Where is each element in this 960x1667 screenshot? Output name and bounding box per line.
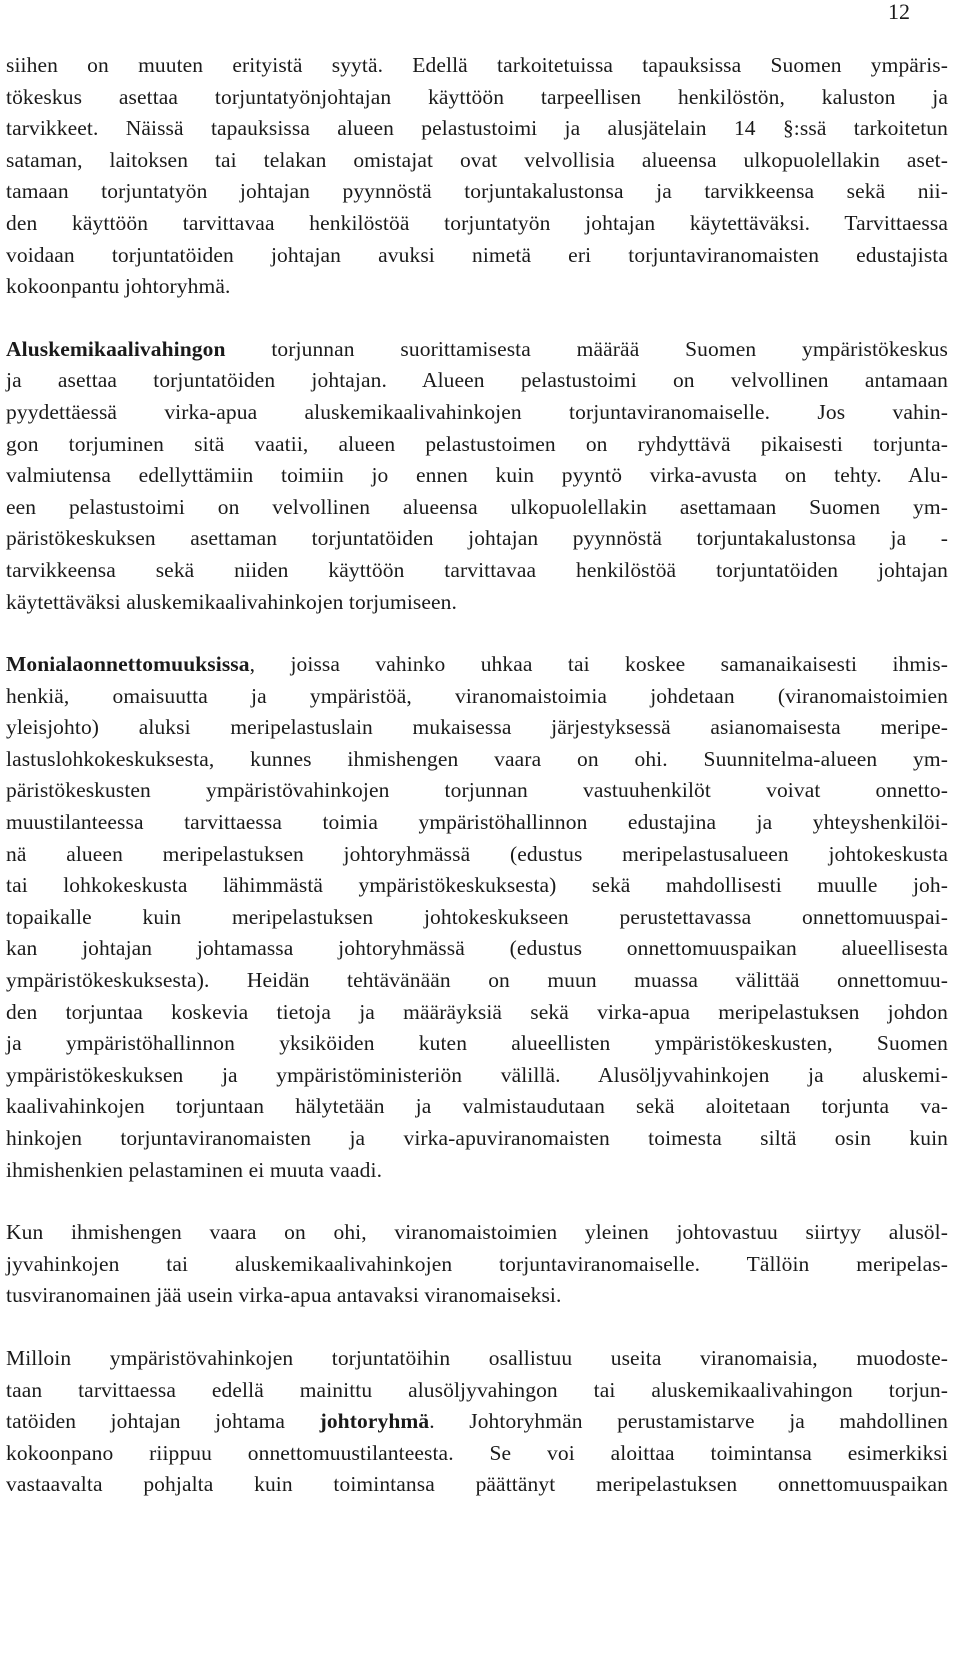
text-line bbox=[6, 870, 948, 902]
line-text: käytettäväksi aluskemikaalivahinkojen torjumiseen. bbox=[6, 589, 457, 614]
line-text: jyvahinkojen tai aluskemikaalivahinkojen torjuntaviranomaiselle. Tällöin meripelas- bbox=[6, 1251, 948, 1276]
text-line bbox=[6, 1469, 948, 1501]
text-line bbox=[6, 1123, 948, 1155]
line-text: tamaan torjuntatyön johtajan pyynnöstä torjuntakalustonsa ja tarvikkeensa sekä nii- bbox=[6, 179, 948, 204]
line-text: taan tarvittaessa edellä mainittu alusöljyvahingon tai aluskemikaalivahingon torjun- bbox=[6, 1377, 948, 1402]
text-line bbox=[6, 839, 948, 871]
paragraph-p1 bbox=[6, 50, 948, 303]
line-text: Kun ihmishengen vaara on ohi, viranomaistoimien yleinen johtovastuu siirtyy alusöl- bbox=[6, 1220, 948, 1245]
text-line bbox=[6, 587, 948, 619]
line-text: muustilanteessa tarvittaessa toimia ympäristöhallinnon edustajina ja yhteyshenkilöi- bbox=[6, 810, 948, 835]
line-text: päristökeskuksen asettaman torjuntatöiden johtajan pyynnöstä torjuntakalustonsa ja - bbox=[6, 526, 948, 551]
text-line bbox=[6, 271, 948, 303]
paragraph-p4 bbox=[6, 1217, 948, 1312]
bold-term: Aluskemikaalivahingon bbox=[6, 336, 226, 361]
line-text: sataman, laitoksen tai telakan omistajat ovat velvollisia alueensa ulkopuolellakin aset- bbox=[6, 147, 948, 172]
line-text: siihen on muuten erityistä syytä. Edellä tarkoitetuissa tapauksissa Suomen ympäris- bbox=[6, 53, 948, 77]
text-line bbox=[6, 365, 948, 397]
text-line bbox=[6, 744, 948, 776]
line-text: topaikalle kuin meripelastuksen johtokeskukseen perustettavassa onnettomuuspai- bbox=[6, 904, 948, 929]
paragraph-gap bbox=[6, 1312, 948, 1343]
paragraph-gap bbox=[6, 303, 948, 334]
text-line bbox=[6, 902, 948, 934]
line-text: tai lohkokeskusta lähimmästä ympäristökeskuksesta) sekä mahdollisesti muulle joh- bbox=[6, 873, 948, 898]
text-line bbox=[6, 1343, 948, 1375]
paragraph-gap bbox=[6, 618, 948, 649]
text-line bbox=[6, 1280, 948, 1312]
line-text: kokoonpantu johtoryhmä. bbox=[6, 274, 231, 299]
line-text: vastaavalta pohjalta kuin toimintansa päättänyt meripelastuksen onnettomuuspaikan bbox=[6, 1472, 948, 1497]
text-line bbox=[6, 429, 948, 461]
line-text: kan johtajan johtamassa johtoryhmässä (edustus onnettomuuspaikan alueellisesta bbox=[6, 936, 948, 961]
bold-term: johtoryhmä bbox=[319, 1409, 430, 1434]
line-text: ympäristökeskuksesta). Heidän tehtävänään on muun muassa välittää onnettomuu- bbox=[6, 968, 948, 993]
text-line bbox=[6, 82, 948, 114]
line-text: tökeskus asettaa torjuntatyönjohtajan käyttöön tarpeellisen henkilöstön, kaluston ja bbox=[6, 84, 948, 109]
line-text: hinkojen torjuntaviranomaisten ja virka-apuviranomaisten toimesta siltä osin kuin bbox=[6, 1126, 948, 1150]
line-text: kokoonpano riippuu onnettomuustilanteesta. Se voi aloittaa toimintansa esimerkiksi bbox=[6, 1440, 948, 1465]
text-line bbox=[6, 1091, 948, 1123]
paragraph-gap bbox=[6, 1186, 948, 1217]
line-text: päristökeskusten ympäristövahinkojen torjunnan vastuuhenkilöt voivat onnetto- bbox=[6, 778, 948, 803]
text-line bbox=[6, 1406, 948, 1438]
line-text: . Johtoryhmän perustamistarve ja mahdollinen bbox=[429, 1409, 948, 1434]
bold-term: Monialaonnettomuuksissa bbox=[6, 652, 250, 677]
text-line bbox=[6, 965, 948, 997]
text-line bbox=[6, 681, 948, 713]
line-text: , joissa vahinko uhkaa tai koskee samanaikaisesti ihmis- bbox=[249, 652, 948, 677]
text-line bbox=[6, 492, 948, 524]
text-line bbox=[6, 1060, 948, 1092]
text-line bbox=[6, 397, 948, 429]
text-line bbox=[6, 208, 948, 240]
text-line bbox=[6, 775, 948, 807]
line-text: tarvikkeet. Näissä tapauksissa alueen pelastustoimi ja alusjätelain 14 §:ssä tarkoitetun bbox=[6, 116, 948, 141]
text-line bbox=[6, 523, 948, 555]
paragraph-p2 bbox=[6, 334, 948, 618]
line-text: yleisjohto) aluksi meripelastuslain mukaisessa järjestyksessä asianomaisesta meripe- bbox=[6, 715, 948, 740]
line-text: den torjuntaa koskevia tietoja ja määräyksiä sekä virka-apua meripelastuksen johdon bbox=[6, 999, 948, 1024]
line-text: ympäristökeskuksen ja ympäristöministeriön välillä. Alusöljyvahinkojen ja aluskemi- bbox=[6, 1062, 948, 1087]
line-text: een pelastustoimi on velvollinen alueensa ulkopuolellakin asettamaan Suomen ym- bbox=[6, 494, 948, 519]
text-line bbox=[6, 649, 948, 681]
line-text: pyydettäessä virka-apua aluskemikaalivahinkojen torjuntaviranomaiselle. Jos vahin- bbox=[6, 399, 948, 424]
line-text: kaalivahinkojen torjuntaan hälytetään ja valmistaudutaan sekä aloitetaan torjunta va- bbox=[6, 1094, 948, 1119]
line-text: torjunnan suorittamisesta määrää Suomen ympäristökeskus bbox=[225, 336, 948, 361]
line-text: tarvikkeensa sekä niiden käyttöön tarvittavaa henkilöstöä torjuntatöiden johtajan bbox=[6, 557, 948, 582]
paragraph-p3 bbox=[6, 649, 948, 1186]
page-number: 12 bbox=[888, 0, 910, 24]
text-line bbox=[6, 997, 948, 1029]
line-text: Milloin ympäristövahinkojen torjuntatöihin osallistuu useita viranomaisia, muodoste- bbox=[6, 1345, 948, 1370]
text-line bbox=[6, 807, 948, 839]
line-text: ja ympäristöhallinnon yksiköiden kuten alueellisten ympäristökeskusten, Suomen bbox=[6, 1031, 948, 1056]
line-text: tusviranomainen jää usein virka-apua antavaksi viranomaiseksi. bbox=[6, 1283, 562, 1308]
line-text: voidaan torjuntatöiden johtajan avuksi nimetä eri torjuntaviranomaisten edustajista bbox=[6, 242, 948, 267]
text-line bbox=[6, 334, 948, 366]
text-line bbox=[6, 1249, 948, 1281]
text-line bbox=[6, 1438, 948, 1470]
text-line bbox=[6, 113, 948, 145]
text-line bbox=[6, 712, 948, 744]
text-line bbox=[6, 1217, 948, 1249]
text-line bbox=[6, 1375, 948, 1407]
line-text: valmiutensa edellyttämiin toimiin jo ennen kuin pyyntö virka-avusta on tehty. Alu- bbox=[6, 463, 948, 488]
text-line bbox=[6, 460, 948, 492]
text-line bbox=[6, 145, 948, 177]
line-text: den käyttöön tarvittavaa henkilöstöä torjuntatyön johtajan käytettäväksi. Tarvittaessa bbox=[6, 210, 948, 235]
text-line bbox=[6, 555, 948, 587]
body-text bbox=[6, 50, 948, 1501]
paragraph-p5 bbox=[6, 1343, 948, 1501]
line-text: ihmishenkien pelastaminen ei muuta vaadi. bbox=[6, 1157, 383, 1182]
text-line bbox=[6, 176, 948, 208]
text-line bbox=[6, 933, 948, 965]
text-line bbox=[6, 1028, 948, 1060]
text-line bbox=[6, 240, 948, 272]
line-text: tatöiden johtajan johtama bbox=[6, 1409, 320, 1434]
line-text: nä alueen meripelastuksen johtoryhmässä (edustus meripelastusalueen johtokeskusta bbox=[6, 841, 948, 866]
line-text: henkiä, omaisuutta ja ympäristöä, viranomaistoimia johdetaan (viranomaistoimien bbox=[6, 683, 948, 708]
line-text: gon torjuminen sitä vaatii, alueen pelastustoimen on ryhdyttävä pikaisesti torjunta- bbox=[6, 431, 948, 456]
line-text: lastuslohkokeskuksesta, kunnes ihmishengen vaara on ohi. Suunnitelma-alueen ym- bbox=[6, 746, 948, 771]
text-line bbox=[6, 1155, 948, 1187]
text-line bbox=[6, 50, 948, 82]
line-text: ja asettaa torjuntatöiden johtajan. Alueen pelastustoimi on velvollinen antamaan bbox=[6, 368, 948, 393]
